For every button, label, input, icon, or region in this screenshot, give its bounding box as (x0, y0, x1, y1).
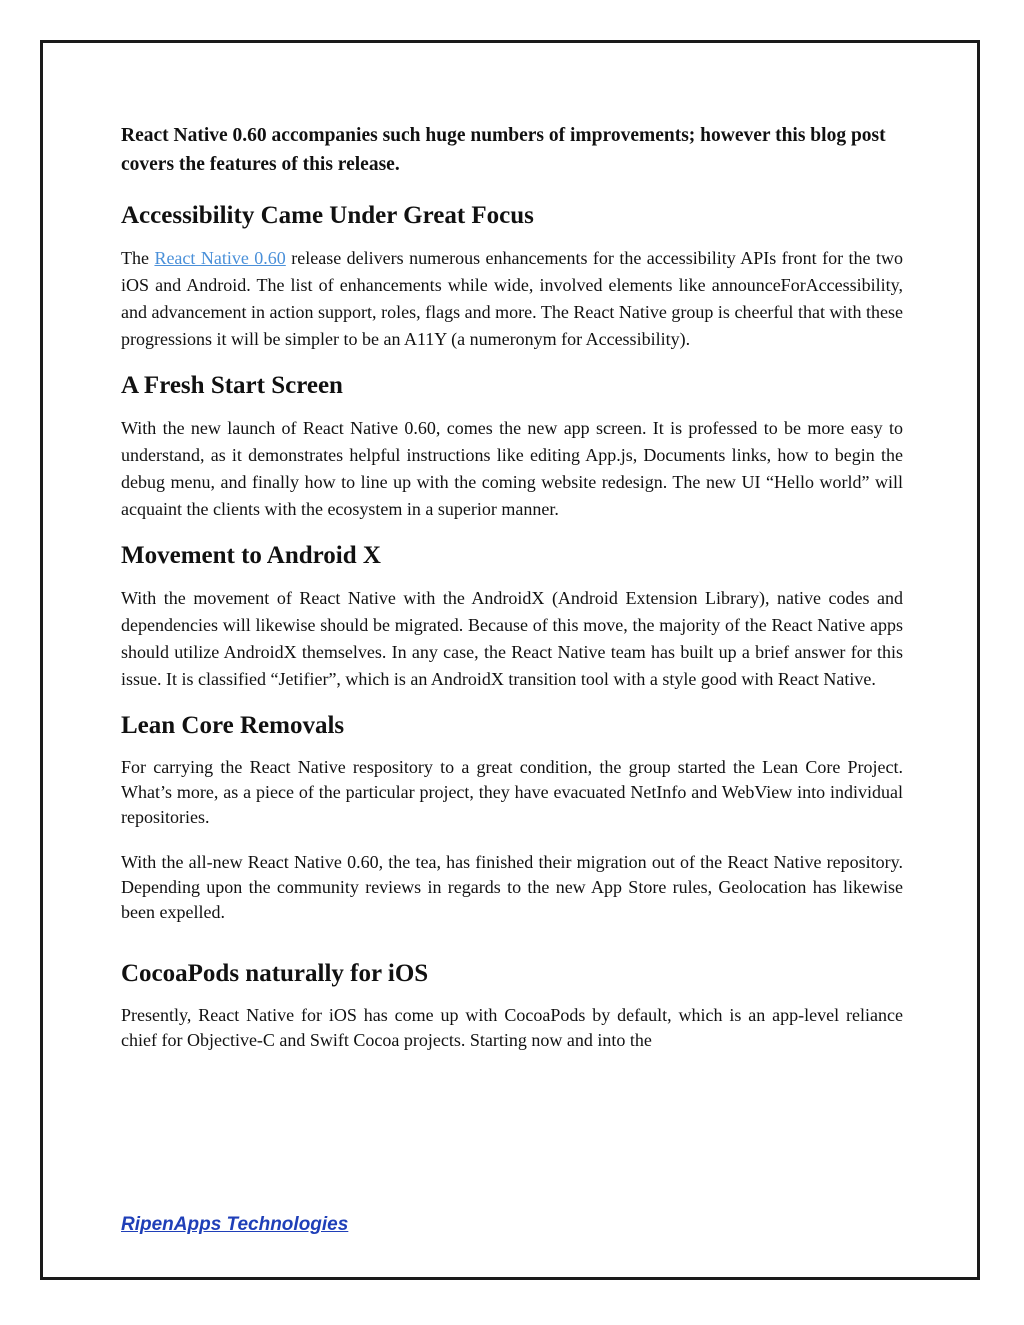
footer-company-link[interactable]: RipenApps Technologies (121, 1214, 349, 1235)
intro-paragraph: React Native 0.60 accompanies such huge numbers of improvements; however this blog post covers the features of this release. (121, 125, 886, 175)
section-heading: Accessibility Came Under Great Focus (121, 202, 534, 229)
section-paragraph (121, 245, 903, 353)
section-paragraph: With the movement of React Native with the AndroidX (Android Extension Library), native codes and dependencies will likewise should be migrated. Because of this move, the majority of the React Native apps should utilize AndroidX themselves. In any case, the React Native team has built up a brief answer for this issue. It is classified “Jetifier”, which is an AndroidX transition tool with a style good with React Native. (121, 588, 903, 689)
section-paragraph: For carrying the React Native respository to a great condition, the group started the Lean Core Project. What’s more, as a piece of the particular project, they have evacuated NetInfo and WebView into individual repositories. (121, 757, 903, 827)
section-heading: Movement to Android X (121, 542, 381, 569)
section-heading: A Fresh Start Screen (121, 372, 343, 399)
section-heading: CocoaPods naturally for iOS (121, 960, 429, 987)
react-native-060-link[interactable]: React Native 0.60 (154, 248, 286, 268)
section-paragraph: With the all-new React Native 0.60, the tea, has finished their migration out of the React Native repository. Depending upon the community reviews in regards to the new App Store rules, Geolocation has likewise been expelled. (121, 852, 903, 922)
section-android-x (121, 541, 903, 693)
section-cocoapods (121, 959, 903, 1053)
paragraph-text: release delivers numerous enhancements for the accessibility APIs front for the two iOS and Android. The list of enhancements while wide, involved elements like announceForAccessibility, and advancement in action support, roles, flags and more. The React Native group is cheerful that with these progressions it will be simpler to be an A11Y (a numeronym for Accessibility). (121, 248, 903, 349)
section-paragraph: Presently, React Native for iOS has come up with CocoaPods by default, which is an app-level reliance chief for Objective-C and Swift Cocoa projects. Starting now and into the (121, 1005, 903, 1050)
section-accessibility (121, 201, 903, 353)
section-fresh-start-screen (121, 371, 903, 523)
paragraph-text: The (121, 248, 155, 268)
section-lean-core (121, 711, 903, 925)
section-paragraph: With the new launch of React Native 0.60, comes the new app screen. It is professed to be more easy to understand, as it demonstrates helpful instructions like editing App.js, Documents links, how to begin the debug menu, and finally how to line up with the coming website redesign. The new UI “Hello world” will acquaint the clients with the ecosystem in a superior manner. (121, 418, 903, 519)
section-heading: Lean Core Removals (121, 712, 345, 739)
document-body (121, 121, 903, 1073)
